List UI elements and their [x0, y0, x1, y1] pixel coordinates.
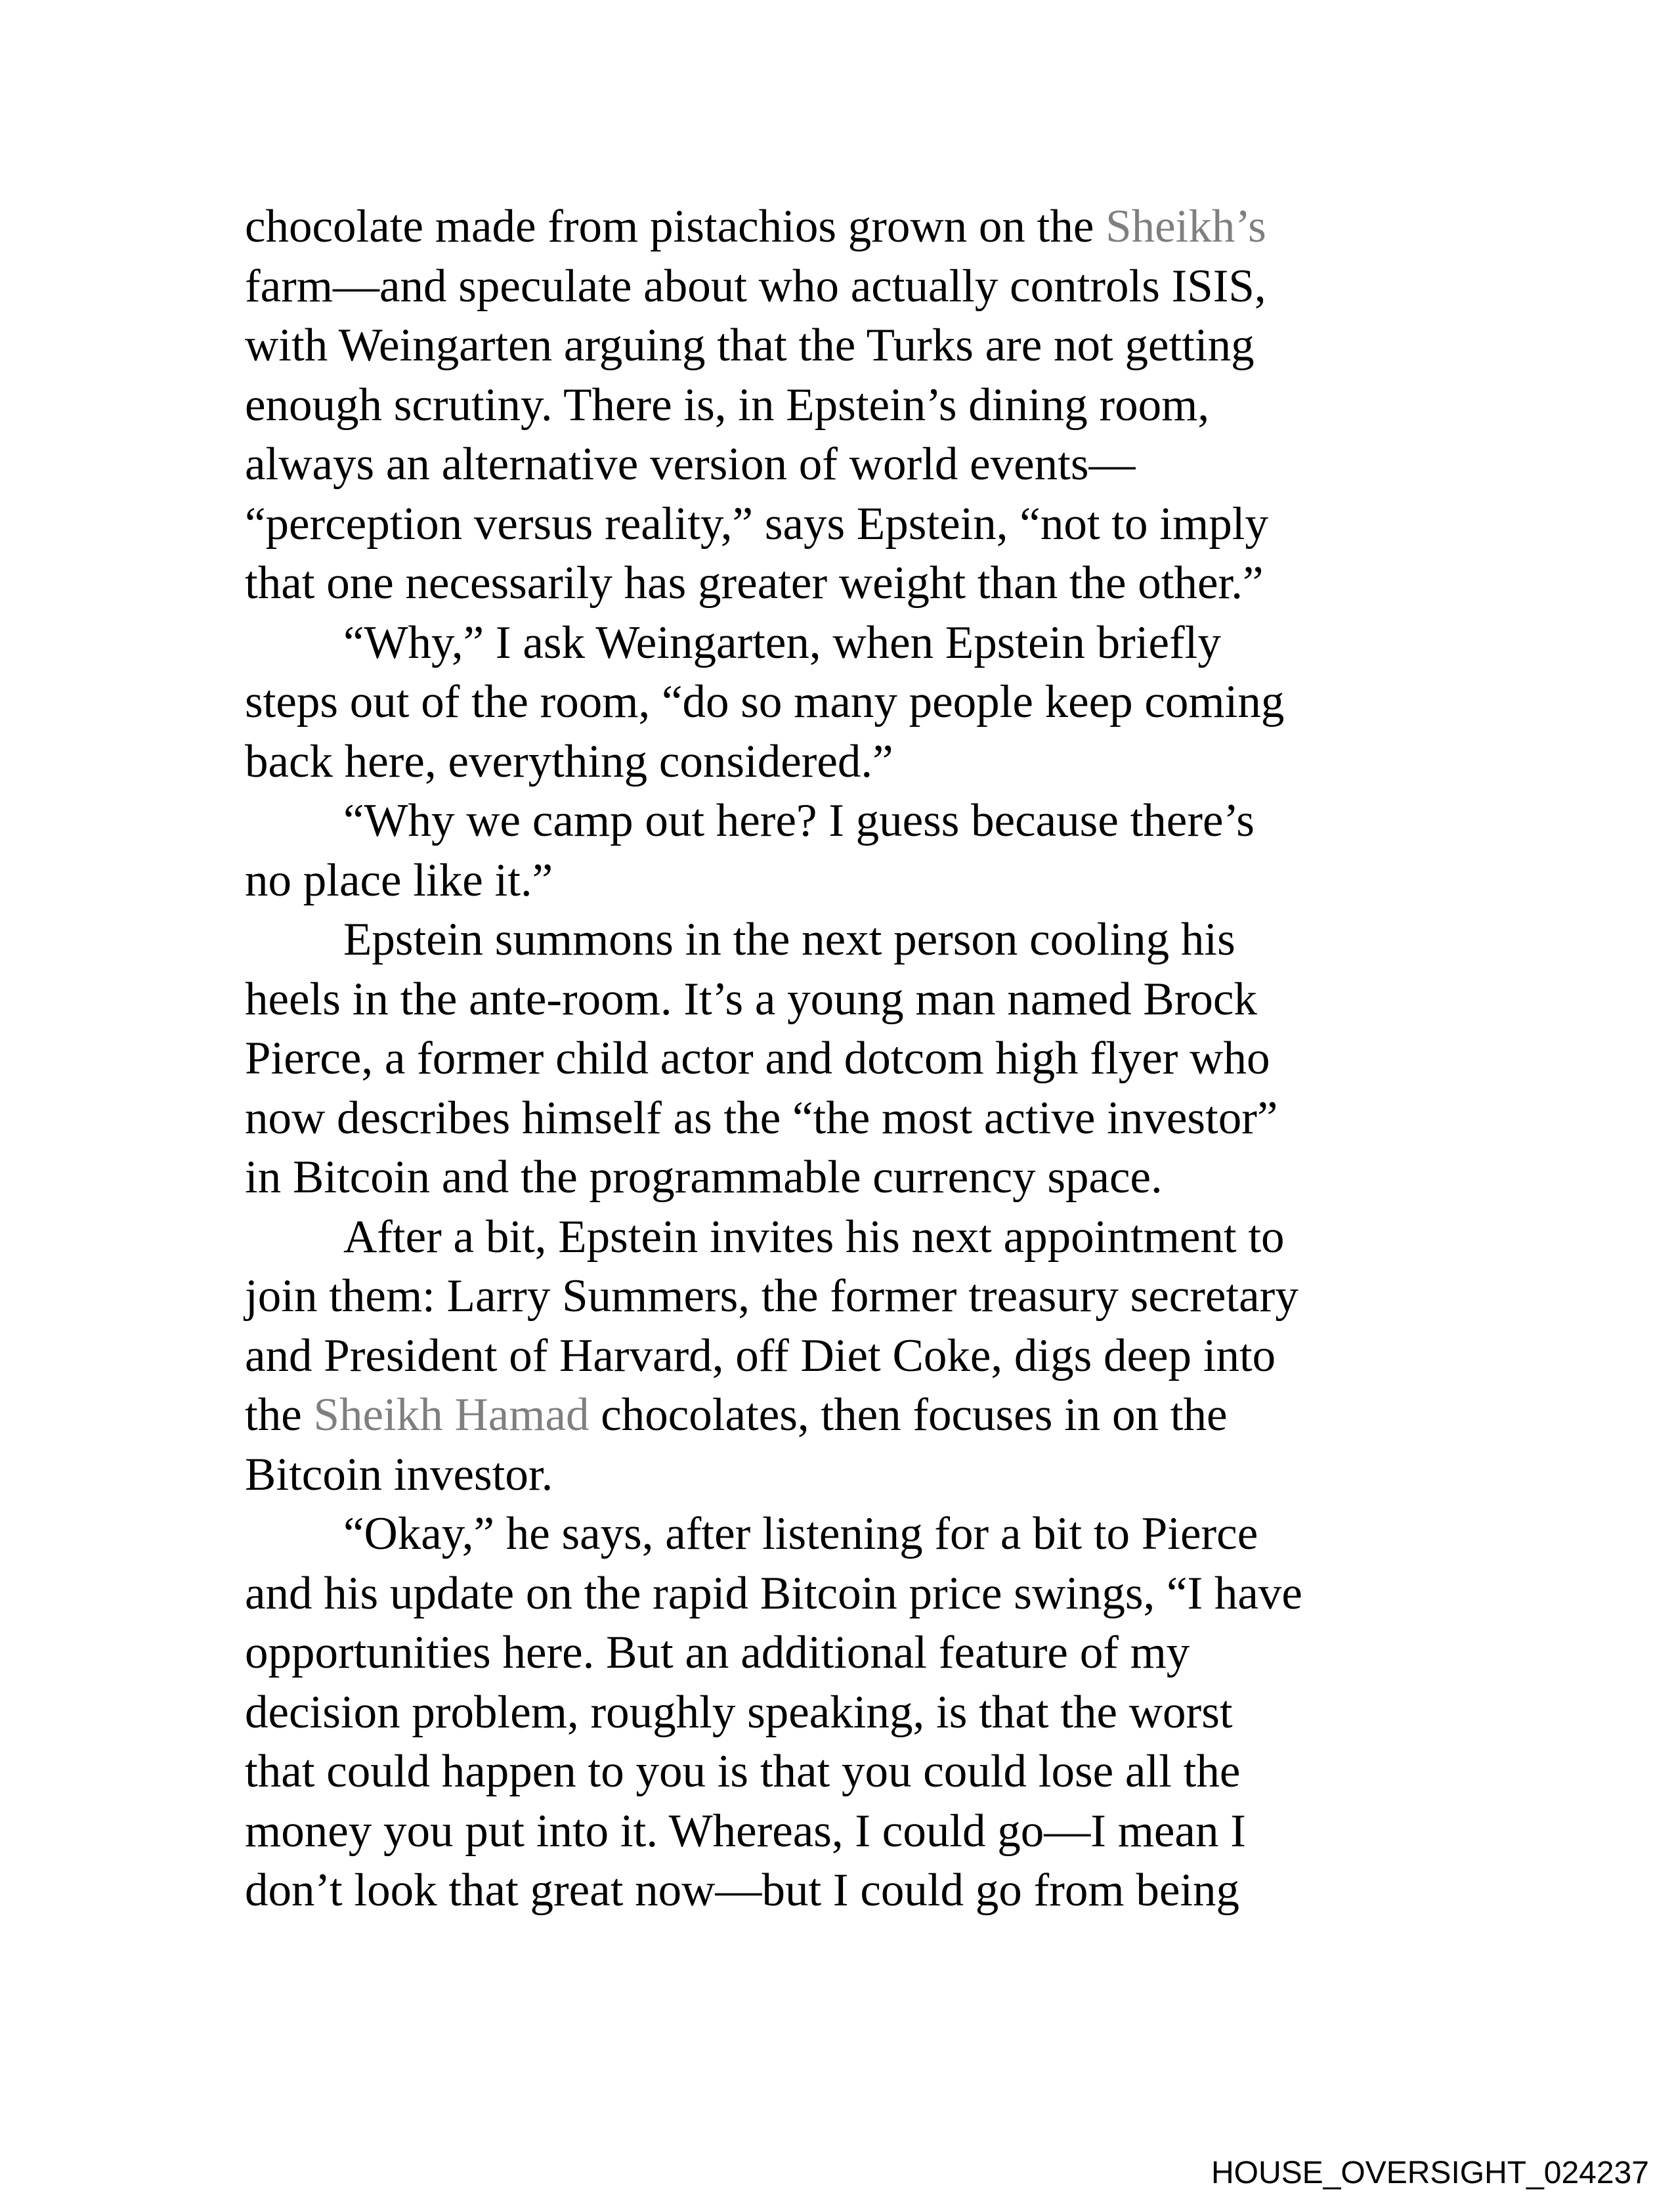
text-line: with Weingarten arguing that the Turks are not getting	[245, 320, 1255, 371]
text-line: enough scrutiny. There is, in Epstein’s dining room,	[245, 379, 1210, 431]
text-line: Bitcoin investor.	[245, 1448, 553, 1500]
text-line: no place like it.”	[245, 854, 553, 906]
paragraph-start-line: After a bit, Epstein invites his next appointment to	[343, 1211, 1285, 1263]
text-line: heels in the ante-room. It’s a young man named Brock	[245, 973, 1257, 1025]
text-line: money you put into it. Whereas, I could go—I mean I	[245, 1805, 1246, 1857]
text-line	[245, 1385, 1427, 1445]
text-run: chocolates, then focuses in on the	[589, 1389, 1228, 1441]
text-line: Pierce, a former child actor and dotcom high flyer who	[245, 1033, 1270, 1084]
body-text	[245, 197, 1427, 1920]
highlighted-name: Sheikh’s	[1105, 201, 1266, 252]
text-line: in Bitcoin and the programmable currency space.	[245, 1152, 1163, 1203]
text-line: that one necessarily has greater weight than the other.”	[245, 557, 1264, 609]
text-line: now describes himself as the “the most active investor”	[245, 1092, 1278, 1144]
paragraph-start-line: “Why we camp out here? I guess because there’s	[343, 795, 1255, 846]
text-run: the	[245, 1389, 314, 1441]
text-line: farm—and speculate about who actually controls ISIS,	[245, 260, 1266, 312]
highlighted-name: Sheikh Hamad	[313, 1389, 590, 1441]
paragraph-start-line: “Why,” I ask Weingarten, when Epstein briefly	[343, 617, 1221, 668]
text-line: steps out of the room, “do so many people keep coming	[245, 676, 1285, 727]
text-line: that could happen to you is that you could lose all the	[245, 1746, 1241, 1797]
text-line: join them: Larry Summers, the former treasury secretary	[245, 1270, 1298, 1322]
text-line	[245, 197, 1427, 257]
text-line: opportunities here. But an additional feature of my	[245, 1627, 1190, 1678]
paragraph-start-line: “Okay,” he says, after listening for a bit to Pierce	[343, 1508, 1258, 1559]
text-line: back here, everything considered.”	[245, 735, 893, 787]
text-line: and President of Harvard, off Diet Coke, digs deep into	[245, 1330, 1276, 1381]
text-line: don’t look that great now—but I could go from being	[245, 1865, 1240, 1916]
text-line: “perception versus reality,” says Epstein, “not to imply	[245, 498, 1268, 550]
document-id-stamp: HOUSE_OVERSIGHT_024237	[1211, 2156, 1649, 2190]
text-run: chocolate made from pistachios grown on the	[245, 201, 1106, 252]
text-line: decision problem, roughly speaking, is that the worst	[245, 1686, 1233, 1738]
text-line: always an alternative version of world events—	[245, 439, 1136, 490]
paragraph-start-line: Epstein summons in the next person cooling his	[343, 914, 1235, 965]
text-line: and his update on the rapid Bitcoin price swings, “I have	[245, 1567, 1302, 1619]
